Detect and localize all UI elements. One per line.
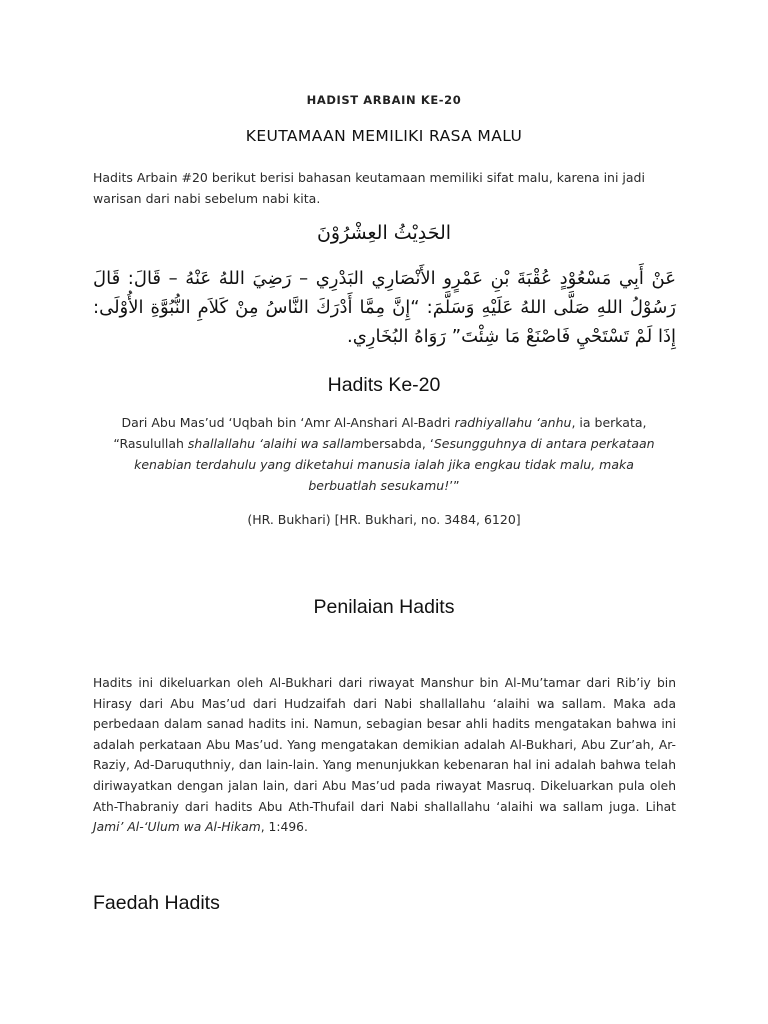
translation-italic-text: shallallahu ‘alaihi wa sallam xyxy=(187,436,364,451)
section-heading-faedah-hadits: Faedah Hadits xyxy=(93,892,220,914)
document-supertitle: HADIST ARBAIN KE-20 xyxy=(306,93,462,107)
translation-text: bersabda, ‘ xyxy=(363,436,434,451)
hadith-translation xyxy=(110,412,658,496)
assessment-text: , 1:496. xyxy=(260,820,308,835)
intro-paragraph: Hadits Arbain #20 berikut berisi bahasan keutamaan memiliki sifat malu, karena ini jadi warisan dari nabi sebelum nabi kita. xyxy=(93,170,645,206)
translation-italic-text: Sesungguhnya di antara perkataan kenabian terdahulu yang diketahui manusia ialah jika engkau tidak malu, maka berbuatlah sesukamu! xyxy=(134,436,655,493)
arabic-heading: الحَدِيْثُ العِشْرُوْنَ xyxy=(316,222,452,244)
translation-text: ’” xyxy=(449,478,460,493)
section-heading-penilaian-hadits: Penilaian Hadits xyxy=(313,596,455,618)
assessment-text: Hadits ini dikeluarkan oleh Al-Bukhari dari riwayat Manshur bin Al-Mu’tamar dari Rib’iy bin Hirasy dari Abu Mas’ud dari Hudzaifah dari Nabi shallallahu ‘alaihi wa sallam. Maka ada perbedaan dalam sanad hadits ini. Namun, sebagian besar ahli hadits mengatakan bahwa ini adalah perkataan Abu Mas’ud. Yang mengatakan demikian adalah Al-Bukhari, Abu Zur’ah, Ar-Raziy, Ad-Daruquthniy, dan lain-lain. Yang menunjukkan kebenaran hal ini adalah bahwa telah diriwayatkan dengan jalan lain, dari Abu Mas’ud pada riwayat Masruq. Dikeluarkan pula oleh Ath-Thabraniy dari hadits Abu Ath-Thufail dari Nabi shallallahu ‘alaihi wa sallam juga. Lihat xyxy=(93,676,676,814)
section-heading-hadits-ke-20: Hadits Ke-20 xyxy=(327,374,441,396)
assessment-paragraph xyxy=(93,673,676,838)
book-title: Jami’ Al-‘Ulum wa Al-Hikam xyxy=(93,820,261,835)
arabic-hadith-text: عَنْ أَبِي مَسْعُوْدٍ عُقْبَةَ بْنِ عَمْرٍو الأَنْصَارِي البَدْرِي – رَضِيَ اللهُ عَنْهُ – قَالَ: قَالَ رَسُوْلُ اللهِ صَلَّى اللهُ عَلَيْهِ وَسَلَّمَ: “إِنَّ مِمَّا أَدْرَكَ النَّاسُ مِنْ كَلاَمِ النُّبُوَّةِ الأُوْلَى: إِذَا لَمْ تَسْتَحْيِ فَاصْنَعْ مَا شِئْتَ” رَوَاهُ البُخَارِي. xyxy=(93,268,676,347)
document-title: KEUTAMAAN MEMILIKI RASA MALU xyxy=(245,127,523,145)
translation-text: Dari Abu Mas’ud ‘Uqbah bin ‘Amr Al-Anshari Al-Badri xyxy=(121,415,455,430)
hadith-reference: (HR. Bukhari) [HR. Bukhari, no. 3484, 6120] xyxy=(247,512,521,527)
translation-text: , ia berkata, “Rasulullah xyxy=(113,415,647,451)
translation-italic-text: radhiyallahu ‘anhu xyxy=(454,415,572,430)
